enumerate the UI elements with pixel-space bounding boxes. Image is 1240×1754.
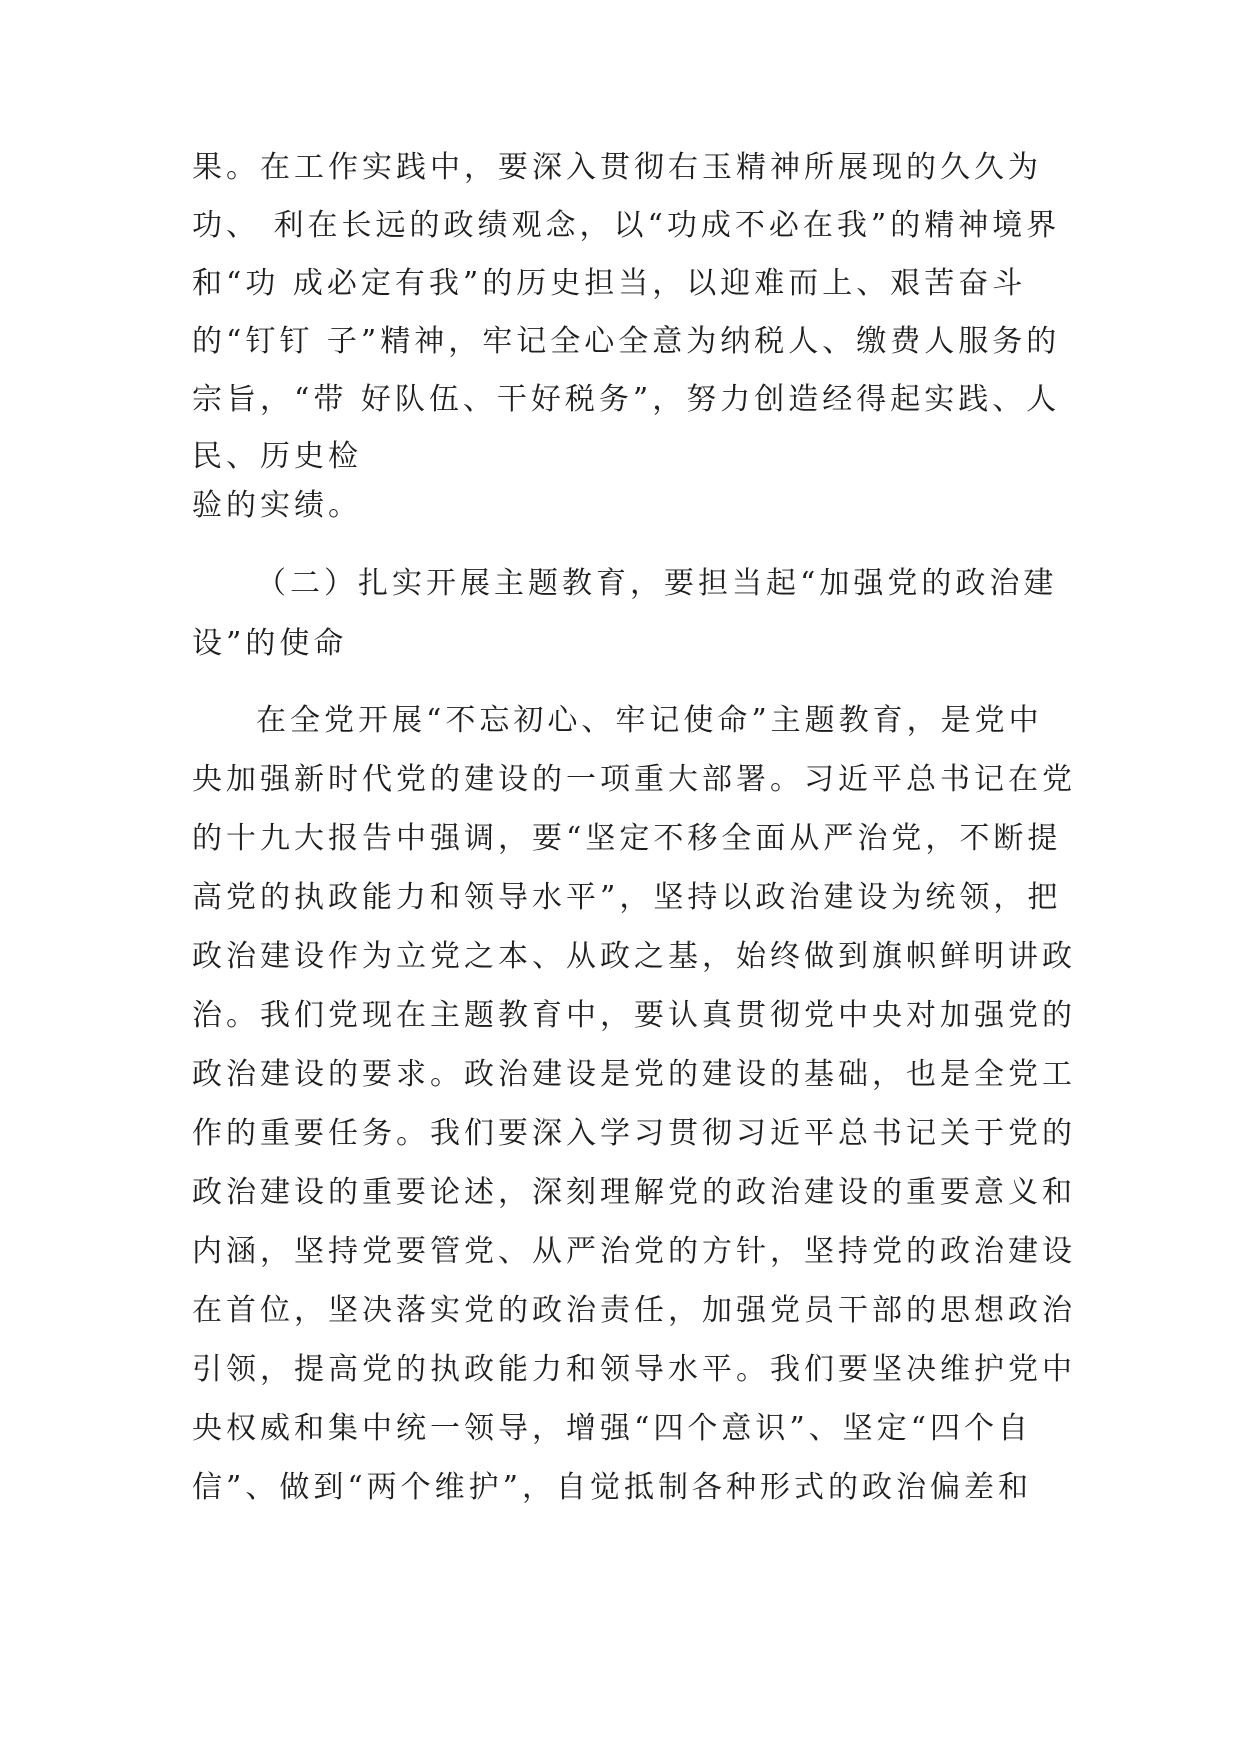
text-line: 治。我们党现在主题教育中，要认真贯彻党中央对加强党的 [192, 998, 1076, 1033]
text-line: 信”、做到“两个维护”，自觉抵制各种形式的政治偏差和 [192, 1470, 1033, 1505]
text-line: 宗旨，“带 好队伍、干好税务”，努力创造经得起实践、人 [192, 382, 1061, 417]
text-line: 内涵，坚持党要管党、从严治党的方针，坚持党的政治建设 [192, 1234, 1076, 1269]
text-line: 验的实绩。 [192, 488, 362, 523]
text-line: 引领，提高党的执政能力和领导水平。我们要坚决维护党中 [192, 1352, 1076, 1387]
text-line: 和“功 成必定有我”的历史担当，以迎难而上、艰苦奋斗 [192, 266, 1027, 301]
paragraph-first-line: 在全党开展“不忘初心、牢记使命”主题教育，是党中 [256, 703, 1043, 738]
text-line: 的十九大报告中强调，要“坚定不移全面从严治党，不断提 [192, 821, 1062, 856]
text-line: 央权威和集中统一领导，增强“四个意识”、坚定“四个自 [192, 1411, 1033, 1446]
text-line: 功、 利在长远的政绩观念，以“功成不必在我”的精神境界 [192, 208, 1061, 243]
text-line: 政治建设的要求。政治建设是党的建设的基础，也是全党工 [192, 1057, 1076, 1092]
text-line: 果。在工作实践中，要深入贯彻右玉精神所展现的久久为 [192, 150, 1042, 185]
text-line: 民、历史检 [192, 439, 362, 474]
section-heading-continued: 设”的使命 [192, 626, 348, 661]
text-line: 政治建设的重要论述，深刻理解党的政治建设的重要意义和 [192, 1175, 1076, 1210]
text-line: 在首位，坚决落实党的政治责任，加强党员干部的思想政治 [192, 1293, 1076, 1328]
text-line: 央加强新时代党的建设的一项重大部署。习近平总书记在党 [192, 762, 1076, 797]
text-line: 政治建设作为立党之本、从政之基，始终做到旗帜鲜明讲政 [192, 939, 1076, 974]
text-line: 的“钉钉 子”精神，牢记全心全意为纳税人、缴费人服务的 [192, 324, 1061, 359]
section-heading: （二）扎实开展主题教育，要担当起“加强党的政治建 [256, 566, 1058, 601]
text-line: 作的重要任务。我们要深入学习贯彻习近平总书记关于党的 [192, 1116, 1076, 1151]
text-line: 高党的执政能力和领导水平”，坚持以政治建设为统领，把 [192, 880, 1062, 915]
